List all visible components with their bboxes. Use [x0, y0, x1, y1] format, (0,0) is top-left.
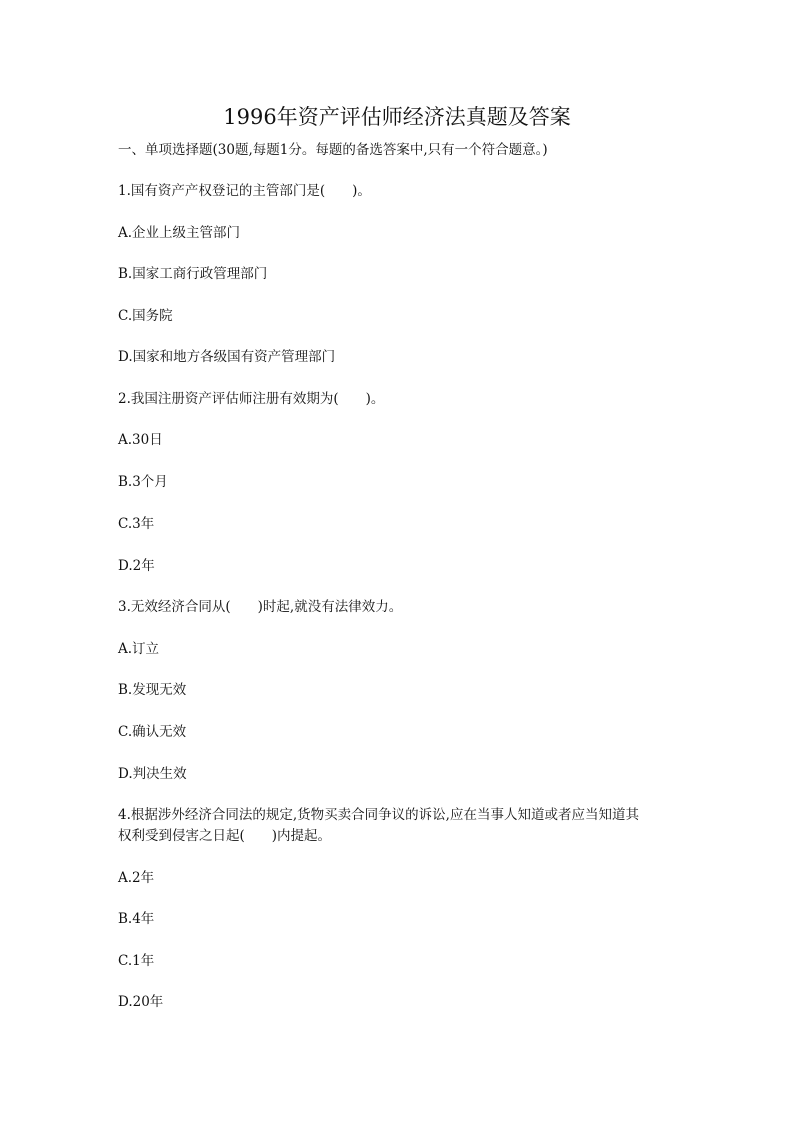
question-1-option-b: B.国家工商行政管理部门: [118, 266, 268, 282]
section-heading: 一、单项选择题(30题,每题1分。每题的备选答案中,只有一个符合题意。): [118, 142, 548, 158]
question-1-option-a: A.企业上级主管部门: [118, 225, 241, 241]
question-2-option-b: B.3个月: [118, 474, 168, 490]
document-title: 1996年资产评估师经济法真题及答案: [223, 105, 571, 129]
question-3-option-d: D.判决生效: [118, 766, 187, 782]
question-4-option-a: A.2年: [118, 870, 155, 886]
question-3-option-a: A.订立: [118, 641, 160, 657]
question-4-stem-line-2: 权利受到侵害之日起( )内提起。: [118, 828, 332, 844]
question-2-option-d: D.2年: [118, 558, 155, 574]
question-2-option-c: C.3年: [118, 516, 155, 532]
question-1-option-c: C.国务院: [118, 308, 173, 324]
question-4-option-c: C.1年: [118, 953, 155, 969]
question-3-option-c: C.确认无效: [118, 724, 187, 740]
question-2-stem: 2.我国注册资产评估师注册有效期为( )。: [118, 391, 385, 407]
question-4-stem-line-1: 4.根据涉外经济合同法的规定,货物买卖合同争议的诉讼,应在当事人知道或者应当知道其: [118, 807, 639, 823]
question-1-stem: 1.国有资产产权登记的主管部门是( )。: [118, 183, 371, 199]
question-2-option-a: A.30日: [118, 432, 163, 448]
question-3-option-b: B.发现无效: [118, 682, 187, 698]
question-1-option-d: D.国家和地方各级国有资产管理部门: [118, 349, 336, 365]
question-3-stem: 3.无效经济合同从( )时起,就没有法律效力。: [118, 599, 403, 615]
question-4-option-b: B.4年: [118, 911, 155, 927]
question-4-option-d: D.20年: [118, 994, 164, 1010]
